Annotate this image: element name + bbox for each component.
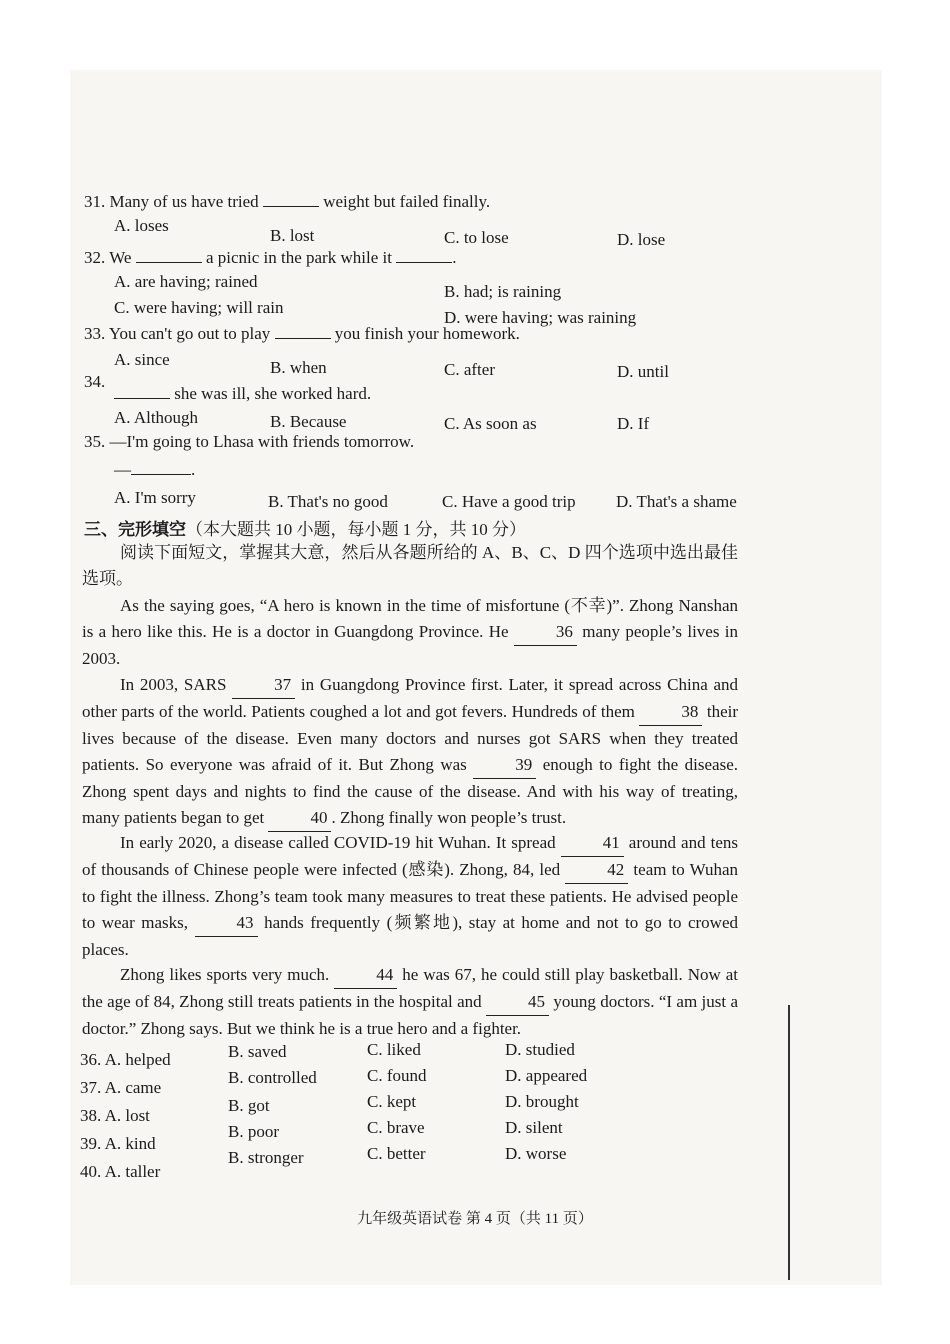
q32-option-d[interactable]: D. were having; was raining: [444, 308, 637, 327]
question-34-number: 34.: [84, 372, 106, 391]
cloze-39-option-c[interactable]: C. brave: [367, 1118, 425, 1137]
cloze-40-option-c[interactable]: C. better: [367, 1144, 426, 1163]
cloze-36-option-b[interactable]: B. saved: [228, 1042, 287, 1061]
passage-paragraph-2: In 2003, SARS 37 in Guangdong Province first. Later, it spread across China and other parts of the world. Patients coughed a lot and got fevers. Hundreds of them 38 their lives because of the disease. Even many doctors and nurses got SARS when they treated patients. So everyone was afraid of it. But Zhong was 39 enough to fight the disease. Zhong spent days and nights to find the cause of the disease. And with his way of treating, many patients began to get 40 . Zhong finally won people’s trust.: [82, 672, 738, 832]
q31-option-b[interactable]: B. lost: [270, 226, 315, 245]
section-heading: 三、完形填空（本大题共 10 小题，每小题 1 分，共 10 分）: [84, 520, 526, 539]
q35-option-a[interactable]: A. I'm sorry: [114, 488, 196, 507]
q33-option-d[interactable]: D. until: [617, 362, 669, 381]
q32-option-a[interactable]: A. are having; rained: [114, 272, 258, 291]
q31-option-d[interactable]: D. lose: [617, 230, 666, 249]
q35-option-c[interactable]: C. Have a good trip: [442, 492, 576, 511]
cloze-40-option-b[interactable]: B. stronger: [228, 1148, 304, 1167]
blank-36[interactable]: 36: [514, 619, 577, 646]
cloze-38-option-b[interactable]: B. got: [228, 1096, 270, 1115]
q32-option-c[interactable]: C. were having; will rain: [114, 298, 284, 317]
q34-option-c[interactable]: C. As soon as: [444, 414, 537, 433]
question-35-reply: — .: [114, 460, 196, 479]
cloze-40-option-d[interactable]: D. worse: [505, 1144, 567, 1163]
cloze-37-option-a[interactable]: 37. A. came: [80, 1078, 162, 1097]
blank-39[interactable]: 39: [473, 752, 536, 779]
question-31: 31. Many of us have tried weight but failed finally.: [84, 192, 491, 211]
q34-option-b[interactable]: B. Because: [270, 412, 347, 431]
cloze-38-option-a[interactable]: 38. A. lost: [80, 1106, 150, 1125]
question-32: 32. We a picnic in the park while it .: [84, 248, 457, 267]
cloze-39-option-d[interactable]: D. silent: [505, 1118, 563, 1137]
cloze-39-option-a[interactable]: 39. A. kind: [80, 1134, 156, 1153]
q33-option-c[interactable]: C. after: [444, 360, 495, 379]
cloze-37-option-c[interactable]: C. found: [367, 1066, 427, 1085]
question-34: she was ill, she worked hard.: [114, 384, 371, 404]
question-35: 35. —I'm going to Lhasa with friends tomorrow.: [84, 432, 415, 451]
blank-38[interactable]: 38: [639, 699, 702, 726]
q35-option-b[interactable]: B. That's no good: [268, 492, 388, 511]
q35-option-d[interactable]: D. That's a shame: [616, 492, 737, 511]
section-instruction: 阅读下面短文，掌握其大意，然后从各题所给的 A、B、C、D 四个选项中选出最佳选项。: [82, 543, 738, 588]
passage-paragraph-3: In early 2020, a disease called COVID-19 hit Wuhan. It spread 41 around and tens of thousands of Chinese people were infected (感染). Zhong, 84, led 42 team to Wuhan to fight the illness. Zhong’s team took many measures to treat these patients. He advised people to wear masks, 43 hands frequently (频繁地), stay at home and not to go to crowed places.: [82, 830, 738, 963]
cloze-37-option-d[interactable]: D. appeared: [505, 1066, 588, 1085]
blank-40[interactable]: 40: [268, 805, 331, 832]
q31-option-a[interactable]: A. loses: [114, 216, 169, 235]
q32-option-b[interactable]: B. had; is raining: [444, 282, 562, 301]
cloze-36-option-a[interactable]: 36. A. helped: [80, 1050, 171, 1069]
blank-41[interactable]: 41: [561, 830, 624, 857]
cloze-39-option-b[interactable]: B. poor: [228, 1122, 279, 1141]
cloze-37-option-b[interactable]: B. controlled: [228, 1068, 317, 1087]
page-edge-line: [788, 1005, 790, 1280]
blank-43[interactable]: 43: [195, 910, 258, 937]
q33-option-b[interactable]: B. when: [270, 358, 327, 377]
passage-paragraph-1: As the saying goes, “A hero is known in the time of misfortune (不幸)”. Zhong Nanshan is a hero like this. He is a doctor in Guangdong Province. He 36 many people’s lives in 2003.: [82, 596, 739, 668]
q33-option-a[interactable]: A. since: [114, 350, 170, 369]
cloze-38-option-c[interactable]: C. kept: [367, 1092, 417, 1111]
cloze-40-option-a[interactable]: 40. A. taller: [80, 1162, 161, 1181]
cloze-36-option-d[interactable]: D. studied: [505, 1040, 575, 1059]
q34-option-d[interactable]: D. If: [617, 414, 650, 433]
blank-44[interactable]: 44: [334, 962, 397, 989]
blank-45[interactable]: 45: [486, 989, 549, 1016]
cloze-38-option-d[interactable]: D. brought: [505, 1092, 579, 1111]
passage-paragraph-4: Zhong likes sports very much. 44 he was 67, he could still play basketball. Now at the age of 84, Zhong still treats patients in the hospital and 45 young doctors. “I am just a doctor.” Zhong says. But we think he is a true hero and a fighter.: [82, 962, 738, 1042]
cloze-36-option-c[interactable]: C. liked: [367, 1040, 421, 1059]
page-footer: 九年级英语试卷 第 4 页（共 11 页）: [357, 1211, 593, 1227]
blank-42[interactable]: 42: [565, 857, 628, 884]
blank-37[interactable]: 37: [232, 672, 295, 699]
q34-option-a[interactable]: A. Although: [114, 408, 199, 427]
question-33: 33. You can't go out to play you finish your homework.: [84, 324, 520, 343]
q31-option-c[interactable]: C. to lose: [444, 228, 509, 247]
